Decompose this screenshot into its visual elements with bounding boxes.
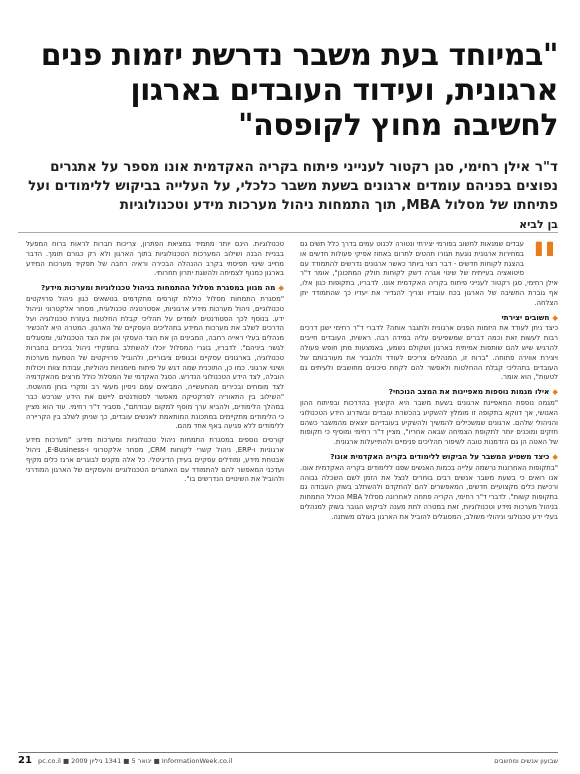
diamond-bullet-icon: ◆ [552,451,558,461]
diamond-bullet-icon: ◆ [552,387,558,397]
section-heading: ◆אילו מגמות נוספות מאפיינות את המצב הנוכחי? [388,387,558,397]
article-column-right [300,240,558,745]
section-heading: ◆מה מגוון במסגרת מסלול ההתמחות בניהול טכנולוגיות ומערכות מידע? [40,283,284,293]
subheadline: ד"ר אילן רחימי, סגן רקטור לענייני פיתוח בקריה האקדמית אונו מספר על אתגרים נפוצים בפניהם עומדים ארגונים בשעת משבר כלכלי, על העלייה בביקוש ללימודים ועל פתיחתו של מסלול MBA, תוך התמחות ניהול מערכות מידע וטכנולוגיות [28,159,558,213]
section-paragraph: כיצד ניתן לעודד את היזמות הפנים ארגונית ולתגבר אותה? לדברי ד"ר רחימי ישנן דרכים רבות לעשות זאת וכמה דברים שמשפיעים עליה במידה רבה. ראשית, העובדים חייבים להרגיש שיש להם שותפות אמיתית בארגון ושקולם נשמע, באמצעות מתן חופש פעולה ויצירת אווירה פתוחה. "ברוח זו, המנהלים צריכים לעודד ולהגביר את מעורבותם של העובדים בתהליכי קבלת ההחלטות ולאפשר להם לקחת סיכונים מחושבים ולעיתים גם לטעות", הוא אומר. [300,324,558,382]
quote-mark-icon: " [530,240,558,276]
diamond-bullet-icon: ◆ [552,312,558,322]
intro-paragraph: טכנולוגיות. הינם יותר מתמיד במציאת הפתרון, צריכות חברות לראות ברוח המפעל בבניית הבנה ושילוב המערכות הטכנולוגיות בתוך הארגון ולא רק כגורם תומך. הדבר מחייב שינוי תפיסתי בקרב ההנהלה הבכירה וראיה רחבה של תפקיד מערכות המידע בארגון כמנוף לצמיחה ולהשגת יתרון תחרותי. [26,240,284,278]
footer-section: שבועון אנשים ומחשבים [494,757,558,765]
page-number: 21 [18,755,32,766]
headline: "במיוחד בעת משבר נדרשת יזמות פנים ארגונית, ועידוד העובדים בארגון לחשיבה מחוץ לקופסה" [40,38,558,143]
article-column-left [26,240,284,745]
divider [18,232,558,233]
section-paragraph: "מגמה נוספת המאפיינת ארגונים בשעת משבר היא הקיצוץ בהדרכות ובפיתוח ההון האנושי, אך דווקא בתקופה זו מומלץ להשקיע בהכשרת עובדים ובשדרוג הידע הטכנולוגי והניהולי שלהם. ארגונים שמשכילים להמשיך ולהשקיע בעובדיהם יוצאים מהמשבר כשהם חזקים ומוכנים יותר לתקופת הצמיחה שבאה אחריו", מציין ד"ר רחימי ומוסיף כי תקופות של האטה הן גם הזדמנות טובה לשיפור תהליכים פנימיים ולהתייעלות ארגונית. [300,398,558,447]
diamond-bullet-icon: ◆ [278,283,284,293]
section-paragraph: קורסים נוספים במסגרת התמחות ניהול טכנולוגיות ומערכות מידע: "מערכות מידע ארגוניות ו-ERP, ניהול קשרי לקוחות CRM, מסחר אלקטרוני ו-E-Business, ניהול אבטחת מידע, ומודלים עסקיים בעידן הדיגיטלי. כל אלה מקנים לבוגרים ארגז כלים מקיף ועדכני המאפשר להם להתמודד עם האתגרים הטכנולוגיים והעסקיים של הארגון המודרני ולהוביל את השינויים הנדרשים בו". [26,436,284,484]
footer-site-info: pc.co.il ■ 2009 ינואר 5 ■ 1341 גיליון ■ InformationWeek.co.il [38,757,233,765]
section-paragraph: "בתקופות האחרונות נרשמה עלייה בכמות האנשים שפנו ללימודים בקריה האקדמית אונו. אנו רואים כי בשעת משבר אנשים רבים בוחרים לנצל את הזמן לשם השכלה גבוהה ורכישת כלים מקצועיים חדשים, המאפשרים להם להתקדם ולהשתלב בשוק העבודה גם בתקופות קשות". לדברי ד"ר רחימי, הקריה פתחה לאחרונה מסלול MBA הכולל התמחות בניהול מערכות מידע וטכנולוגיות, זאת במטרה לתת מענה לביקוש הגובר בשוק למנהלים בעלי ידע טכנולוגי וניהולי משולב, המסוגלים להוביל את הארגון בעולם משתנה. [300,463,558,521]
section-heading: ◆כיצד משפיע המשבר על הביקוש ללימודים בקריה האקדמית אונו? [330,451,558,461]
page-footer [18,752,558,767]
byline: בן לביא [519,218,558,231]
section-paragraph: "מסגרת התמחות מסלול כוללת קורסים מתקדמים בנושאים כגון ניהול פרויקטים טכנולוגיים, ניהול מערכות מידע ארגוניות, אסטרטגיה טכנולוגית, מסחר אלקטרוני וניהול ידע. בנוסף לכך הסטודנטים לומדים על תהליכי קבלת החלטות בעזרת טכנולוגיה ועל הדרכים לשלב את מערכות המידע בתהליכים העסקיים של הארגון. המטרה היא להכשיר מנהלים בעלי ראייה רחבה, המבינים הן את הצד העסקי והן את הצד הטכנולוגי, ומסוגלים לגשר ביניהם". לדבריו, בוגרי המסלול יוכלו להשתלב בתפקידי ניהול בכירים בחברות טכנולוגיה, בארגונים עסקיים ובגופים ציבוריים, ולהוביל פרויקטים של הטמעת מערכות ושינוי ארגוני. כמו כן, התוכנית שמה דגש על פיתוח מיומנויות ניהוליות, עבודת צוות ויכולות הובלה, לצד הידע הטכנולוגי הנדרש. הסגל האקדמי של המסלול כולל מרצים מהאקדמיה לצד מומחים ובכירים מהתעשייה, המביאים עמם ניסיון מעשי רב ומקרי בוחן מהשטח. "השילוב בין התאוריה לפרקטיקה מאפשר לסטודנטים ליישם את הידע שנרכש כבר במהלך הלימודים, ולהביא ערך מוסף למקום עבודתם", מסביר ד"ר רחימי. עוד הוא מציין כי הלימודים מתקיימים במתכונת המותאמת לאנשים עובדים, כך שניתן לשלב בין הקריירה ללימודים ללא פגיעה באף אחד מהם. [26,294,284,431]
section-heading: ◆חשובים יצירתי [501,312,558,322]
intro-paragraph: עבדים שמנאות לחשוב בפורמי יצירתי ונטורה לכנוט עמים בדרך כלל תשים גם במחירות ארגונית נוגעת תגורו תהטים לתרום באחוז אפיקי פעולות חדשים או בהצגת לקוחות חדשים - דבר רצוי ביותר כאשר ארגונים נדרשים להתמודד עם סיטואציה בעייתית של שינוי אגרה דשק לקוחות תולק המתכונן", אומר ד"ר אילן רחימי, סגן רקטור לענייני פיתוח בקריה האקדמית אונו. לדבריו, בתקופות כגון אלו, אף גוברת החשיבה של הארגון בכח עובדיו וצריך להגדיר את יעדיו כך שהתמודד יתן הצלחה. [300,240,558,307]
